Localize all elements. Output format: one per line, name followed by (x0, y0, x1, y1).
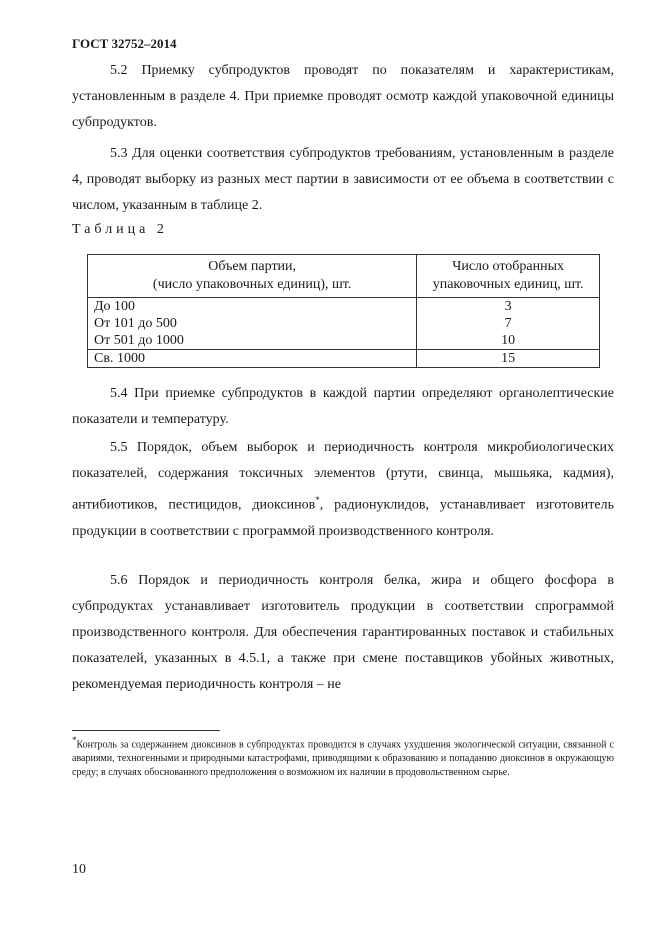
footnote-reference: * (315, 495, 320, 505)
paragraph-5-4: 5.4 При приемке субпродуктов в каждой партии определяют органолептические показатели и температуру. (72, 386, 614, 427)
document-header: ГОСТ 32752–2014 (72, 36, 177, 51)
table-row (88, 350, 600, 368)
paragraph-5-2: 5.2 Приемку субпродуктов проводят по показателям и характеристикам, установленным в разделе 4. При приемке проводят осмотр каждой упаковочной единицы субпродуктов. (72, 63, 614, 130)
table-row (88, 315, 600, 332)
paragraph-5-3: 5.3 Для оценки соответствия субпродуктов требованиям, установленным в разделе 4, проводят выборку из разных мест партии в зависимости от ее объема в соответствии с числом, указанным в таблице 2. (72, 146, 614, 213)
table-header-row (88, 255, 600, 298)
footnote-divider (72, 730, 220, 731)
table-cell-range: Св. 1000 (88, 350, 417, 368)
table-cell-count: 7 (417, 315, 600, 332)
table-row (88, 332, 600, 350)
table-row (88, 298, 600, 316)
table-cell-range: До 100 (88, 298, 417, 316)
footnote-marker: * (72, 735, 77, 745)
footnote-text: Контроль за содержанием диоксинов в субпродуктах проводится в случаях ухудшения экологической ситуации, связанной с авариями, техногенными и природными катастрофами, приводящими к образованию и попаданию диоксинов в окружающую среду; в случаях обоснованного предположения о возможном их наличии в продовольственном сырье. (72, 739, 614, 779)
table-caption: Таблица 2 (72, 222, 168, 237)
footnote (72, 733, 614, 780)
table-cell-count: 10 (417, 332, 600, 350)
table-header-sample-count: Число отобранных упаковочных единиц, шт. (417, 255, 600, 298)
paragraph-5-5 (72, 435, 614, 545)
table-cell-range: От 101 до 500 (88, 315, 417, 332)
table-header-lot-size: Объем партии, (число упаковочных единиц), шт. (88, 255, 417, 298)
paragraph-5-5-text-b: , радионуклидов, устанавливает изготовитель продукции в соответствии с программой производственного контроля. (72, 497, 614, 539)
table-2 (87, 254, 600, 368)
table-cell-count: 15 (417, 350, 600, 368)
paragraph-5-5-text-a: 5.5 Порядок, объем выборок и периодичность контроля микробиологических показателей, содержания токсичных элементов (ртути, свинца, мышьяка, кадмия), антибиотиков, пестицидов, диоксинов (72, 440, 614, 513)
table-cell-count: 3 (417, 298, 600, 316)
table-cell-range: От 501 до 1000 (88, 332, 417, 350)
page-number: 10 (72, 862, 86, 877)
paragraph-5-6: 5.6 Порядок и периодичность контроля белка, жира и общего фосфора в субпродуктах устанавливает изготовитель продукции в соответствии спрограммой производственного контроля. Для обеспечения гарантированных поставок и стабильных показателей, указанных в 4.5.1, а также при смене поставщиков убойных животных, рекомендуемая периодичность контроля – не (72, 573, 614, 692)
